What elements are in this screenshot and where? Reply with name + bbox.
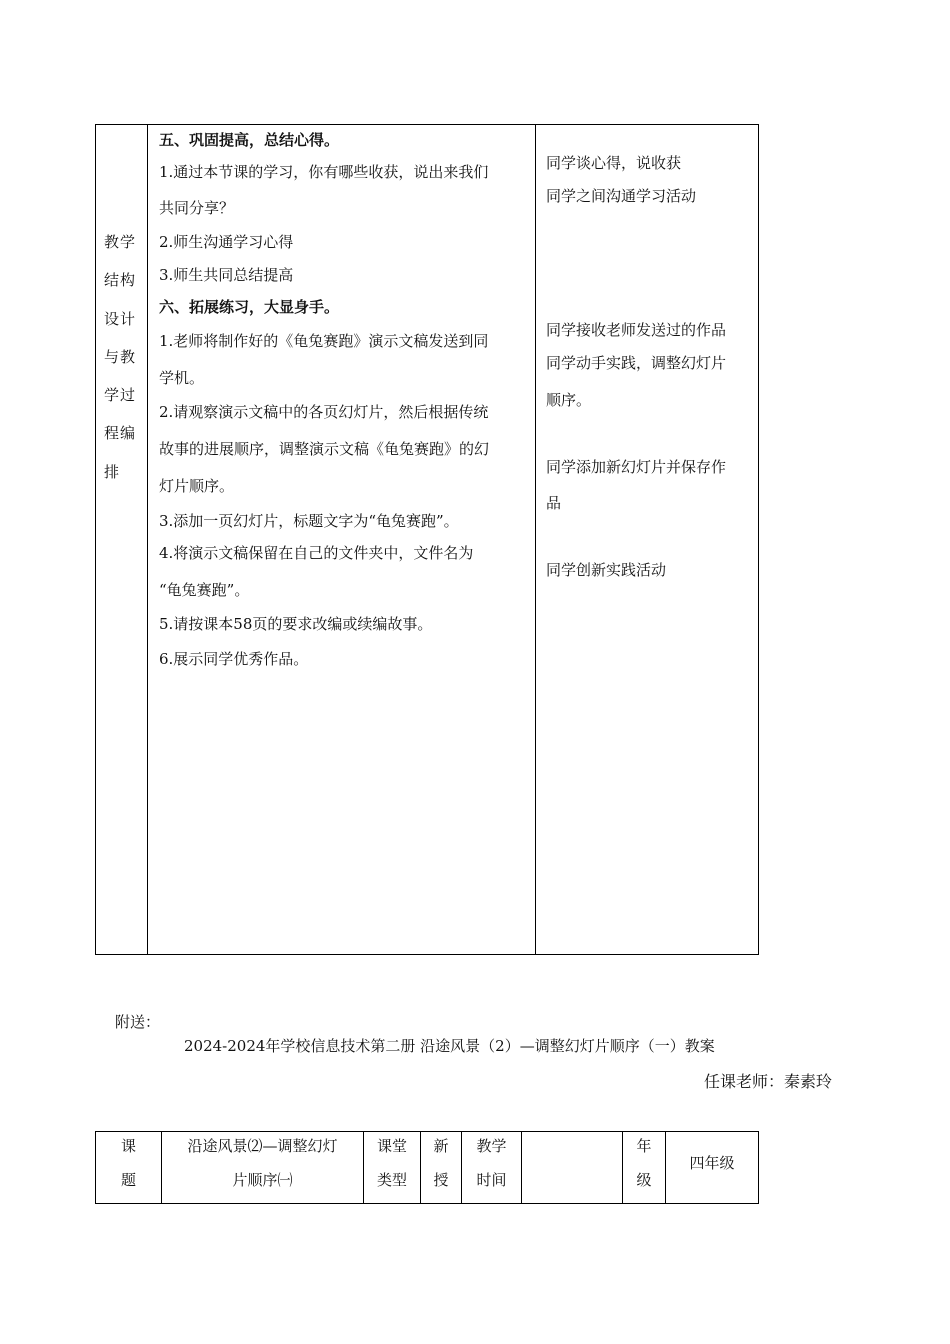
cell-text: 时间	[476, 1171, 507, 1189]
cell-text: 新	[433, 1137, 449, 1155]
row-header-char: 设计	[104, 309, 137, 328]
cell-text: 沿途风景⑵—调整幻灯	[187, 1137, 338, 1155]
activity-line: 2.师生沟通学习心得	[159, 233, 294, 251]
teacher-line: 任课老师：秦素玲	[704, 1072, 833, 1091]
topic-value-cell	[162, 1132, 364, 1203]
cell-text: 片顺序㈠	[232, 1171, 293, 1189]
cell-text: 类型	[376, 1171, 407, 1189]
activity-line: 1.通过本节课的学习，你有哪些收获，说出来我们	[159, 163, 489, 181]
student-activity-cell	[536, 125, 758, 954]
student-activity-line: 同学动手实践，调整幻灯片	[546, 354, 727, 372]
activity-line: 2.请观察演示文稿中的各页幻灯片，然后根据传统	[159, 403, 489, 421]
activity-line: 6.展示同学优秀作品。	[159, 650, 309, 668]
student-activity-line: 同学创新实践活动	[546, 561, 667, 579]
grade-value-cell	[666, 1132, 758, 1203]
row-header-char: 结构	[104, 271, 137, 290]
cell-text: 授	[433, 1171, 449, 1189]
cell-text: 四年级	[689, 1154, 735, 1172]
activity-line: 故事的进展顺序，调整演示文稿《龟兔赛跑》的幻	[159, 440, 490, 458]
row-header-char: 与教	[104, 347, 137, 366]
lesson-structure-table	[95, 124, 759, 955]
activity-line: 3.添加一页幻灯片，标题文字为“龟兔赛跑”。	[159, 512, 459, 530]
class-type-value-cell	[421, 1132, 462, 1203]
cell-text: 题	[120, 1171, 136, 1189]
topic-header-cell	[96, 1132, 162, 1203]
student-activity-line: 同学谈心得，说收获	[546, 154, 682, 172]
appendix-label: 附送：	[115, 1013, 161, 1031]
row-header-char: 教学	[104, 233, 137, 251]
student-activity-line: 顺序。	[546, 391, 592, 409]
cell-text: 年	[636, 1137, 652, 1155]
activity-line: 学机。	[159, 369, 205, 387]
row-header-char: 排	[104, 462, 121, 481]
student-activity-line: 品	[546, 494, 562, 512]
student-activity-line: 同学添加新幻灯片并保存作	[546, 458, 727, 476]
cell-text: 教学	[476, 1137, 507, 1155]
student-activity-line: 同学之间沟通学习活动	[546, 187, 697, 205]
row-header-char: 学过	[104, 386, 137, 405]
cell-text: 课堂	[376, 1137, 407, 1155]
student-activity-line: 同学接收老师发送过的作品	[546, 321, 727, 339]
activity-line: 4.将演示文稿保留在自己的文件夹中，文件名为	[159, 544, 474, 562]
document-title: 2024-2024年学校信息技术第二册 沿途风景（2）—调整幻灯片顺序（一）教案	[184, 1037, 715, 1055]
section-heading: 五、巩固提高，总结心得。	[159, 131, 340, 149]
lesson-info-table	[95, 1131, 759, 1204]
class-type-header-cell	[364, 1132, 421, 1203]
row-header-char: 程编	[104, 424, 137, 443]
activity-line: 共同分享？	[159, 199, 235, 217]
activity-line: “龟兔赛跑”。	[159, 581, 250, 599]
teaching-time-header-cell	[462, 1132, 522, 1203]
activity-line: 3.师生共同总结提高	[159, 266, 294, 284]
teacher-activity-cell	[148, 125, 536, 954]
cell-text: 课	[120, 1137, 136, 1155]
activity-line: 5.请按课本58页的要求改编或续编故事。	[159, 615, 433, 633]
cell-text: 级	[636, 1171, 652, 1189]
activity-line: 灯片顺序。	[159, 477, 235, 495]
section-heading: 六、拓展练习，大显身手。	[159, 298, 340, 316]
teaching-time-value-cell	[522, 1132, 623, 1203]
grade-header-cell	[623, 1132, 666, 1203]
row-header-cell	[96, 125, 148, 954]
row-header-label	[104, 223, 142, 491]
activity-line: 1.老师将制作好的《龟兔赛跑》演示文稿发送到同	[159, 332, 489, 350]
